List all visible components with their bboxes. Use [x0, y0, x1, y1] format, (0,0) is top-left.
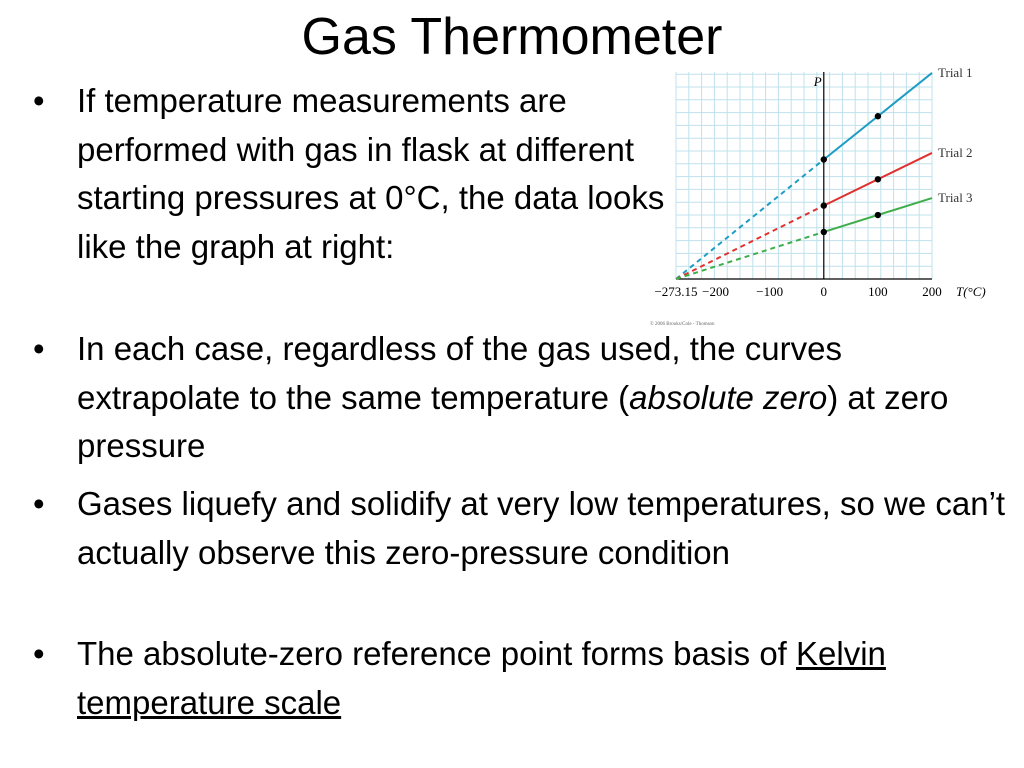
- bullet-4-text: [77, 630, 1007, 727]
- x-axis-label: T(°C): [956, 284, 986, 299]
- legend-label: Trial 3: [938, 190, 973, 206]
- x-tick-label: −100: [756, 284, 784, 299]
- data-point: [821, 156, 827, 162]
- bullet-marker: •: [33, 330, 45, 367]
- extrapolation-line: [676, 160, 824, 279]
- data-point: [875, 212, 881, 218]
- kelvin-scale-link[interactable]: Kelvin temperature scale: [77, 635, 886, 721]
- data-point: [875, 176, 881, 182]
- slide-title: Gas Thermometer: [301, 8, 723, 66]
- bullet-1: [33, 77, 673, 327]
- legend-label: Trial 2: [938, 144, 973, 160]
- bullet-4-text-start: The absolute-zero reference point forms basis of: [77, 635, 797, 672]
- bullet-2-text-end: ) at zero pressure: [77, 378, 949, 464]
- x-tick-label: 200: [922, 284, 942, 299]
- absolute-zero-emphasis: absolute zero: [629, 378, 828, 416]
- data-point: [875, 113, 881, 119]
- y-axis-label: P: [813, 74, 822, 89]
- chart-svg: [640, 62, 1020, 332]
- bullet-marker: •: [33, 635, 45, 672]
- bullet-2-text-start: In each case, regardless of the gas used, the curves extrapolate to the same temperature (: [77, 330, 842, 416]
- x-tick-label: 100: [868, 284, 888, 299]
- x-tick-label: −200: [702, 284, 729, 299]
- bullet-2-text: [77, 325, 1007, 471]
- bullet-1-text: If temperature measurements are performed with gas in flask at different starting pressures at 0°C, the data looks like the graph at right:: [77, 82, 665, 265]
- bullet-marker: •: [33, 82, 45, 119]
- legend-label: Trial 1: [938, 64, 973, 80]
- extrapolation-line: [676, 206, 824, 279]
- bullet-2: [33, 325, 1013, 475]
- bullet-4: [33, 630, 1013, 730]
- image-credit: © 2006 Brooks/Cole - Thomson: [650, 322, 715, 327]
- extrapolation-line: [676, 232, 824, 279]
- bullet-3: [33, 480, 1018, 630]
- pressure-temperature-chart: [640, 62, 1020, 332]
- data-point: [821, 202, 827, 208]
- x-tick-label: −273.15: [654, 284, 698, 299]
- bullet-marker: •: [33, 485, 45, 522]
- x-tick-label: 0: [820, 284, 828, 299]
- data-point: [821, 229, 827, 235]
- bullet-3-text: Gases liquefy and solidify at very low temperatures, so we can’t actually observe this zero-pressure condition: [77, 485, 1006, 571]
